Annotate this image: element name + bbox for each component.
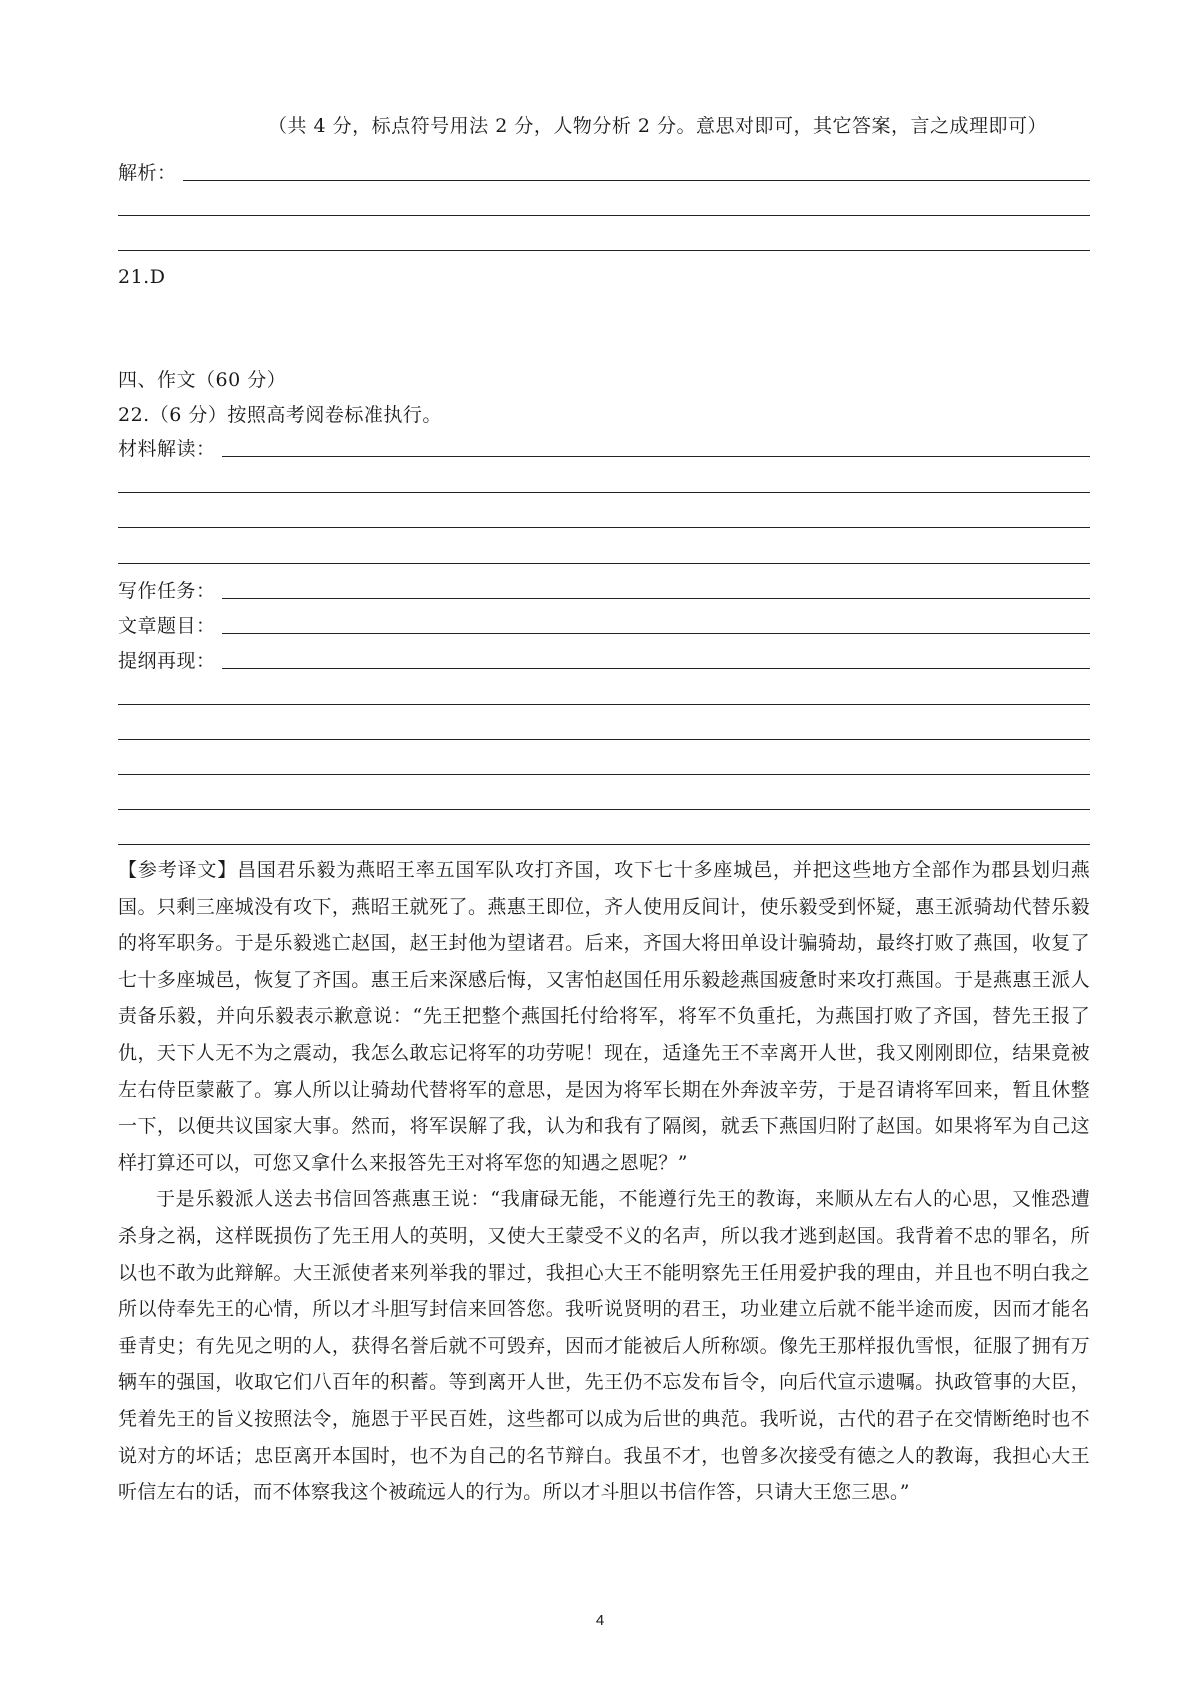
task-label: 写作任务：	[118, 580, 216, 602]
title-row	[118, 613, 1090, 639]
analysis-answer-line[interactable]	[118, 250, 1090, 251]
outline-answer-line[interactable]	[118, 774, 1090, 775]
scoring-note: （共 4 分，标点符号用法 2 分，人物分析 2 分。意思对即可，其它答案，言之成理即可）	[268, 115, 1048, 137]
analysis-label: 解析：	[118, 162, 177, 184]
material-row	[118, 436, 1090, 462]
translation-paragraph-1: 【参考译文】昌国君乐毅为燕昭王率五国军队攻打齐国，攻下七十多座城邑，并把这些地方全部作为郡县划归燕国。只剩三座城没有攻下，燕昭王就死了。燕惠王即位，齐人使用反间计，使乐毅受到怀疑，惠王派骑劫代替乐毅的将军职务。于是乐毅逃亡赵国，赵王封他为望诸君。后来，齐国大将田单设计骗骑劫，最终打败了燕国，收复了七十多座城邑，恢复了齐国。惠王后来深感后悔，又害怕赵国任用乐毅趁燕国疲惫时来攻打燕国。于是燕惠王派人责备乐毅，并向乐毅表示歉意说：“先王把整个燕国托付给将军，将军不负重托，为燕国打败了齐国，替先王报了仇，天下人无不为之震动，我怎么敢忘记将军的功劳呢！现在，适逢先王不幸离开人世，我又刚刚即位，结果竟被左右侍臣蒙蔽了。寡人所以让骑劫代替将军的意思，是因为将军长期在外奔波辛劳，于是召请将军回来，暂且休整一下，以便共议国家大事。然而，将军误解了我，认为和我有了隔阂，就丢下燕国归附了赵国。如果将军为自己这样打算还可以，可您又拿什么来报答先王对将军您的知遇之恩呢？”	[118, 859, 1090, 1174]
section4-title: 四、作文（60 分）	[118, 369, 287, 391]
material-answer-line[interactable]	[118, 527, 1090, 528]
task-answer-line[interactable]	[222, 598, 1090, 599]
task-row	[118, 578, 1090, 604]
material-answer-line[interactable]	[118, 563, 1090, 564]
outline-row	[118, 648, 1090, 674]
outline-answer-line[interactable]	[118, 704, 1090, 705]
translation-paragraph-2: 于是乐毅派人送去书信回答燕惠王说：“我庸碌无能，不能遵行先王的教诲，来顺从左右人的心思，又惟恐遭杀身之祸，这样既损伤了先王用人的英明，又使大王蒙受不义的名声，所以我才逃到赵国。我背着不忠的罪名，所以也不敢为此辩解。大王派使者来列举我的罪过，我担心大王不能明察先王任用爱护我的理由，并且也不明白我之所以侍奉先王的心情，所以才斗胆写封信来回答您。我听说贤明的君王，功业建立后就不能半途而废，因而才能名垂青史；有先见之明的人，获得名誉后就不可毁弃，因而才能被后人所称颂。像先王那样报仇雪恨，征服了拥有万辆车的强国，收取它们八百年的积蓄。等到离开人世，先王仍不忘发布旨令，向后代宣示遗嘱。执政管事的大臣，凭着先王的旨义按照法令，施恩于平民百姓，这些都可以成为后世的典范。我听说，古代的君子在交情断绝时也不说对方的坏话；忠臣离开本国时，也不为自己的名节辩白。我虽不才，也曾多次接受有德之人的教诲，我担心大王听信左右的话，而不体察我这个被疏远人的行为。所以才斗胆以书信作答，只请大王您三思。”	[118, 1188, 1090, 1504]
outline-answer-line[interactable]	[118, 844, 1090, 845]
reference-translation	[118, 852, 1090, 1511]
material-answer-line[interactable]	[118, 492, 1090, 493]
analysis-answer-line[interactable]	[118, 215, 1090, 216]
analysis-row	[118, 160, 1090, 186]
material-label: 材料解读：	[118, 438, 216, 460]
q21-answer: 21.D	[118, 266, 166, 288]
title-answer-line[interactable]	[222, 633, 1090, 634]
outline-answer-line[interactable]	[118, 739, 1090, 740]
page-number: 4	[595, 1612, 605, 1629]
title-label: 文章题目：	[118, 615, 216, 637]
analysis-answer-line[interactable]	[183, 180, 1090, 181]
outline-answer-line[interactable]	[118, 809, 1090, 810]
material-answer-line[interactable]	[222, 456, 1090, 457]
outline-label: 提纲再现：	[118, 650, 216, 672]
outline-answer-line[interactable]	[222, 668, 1090, 669]
q22-instruction: 22.（6 分）按照高考阅卷标准执行。	[118, 404, 442, 426]
